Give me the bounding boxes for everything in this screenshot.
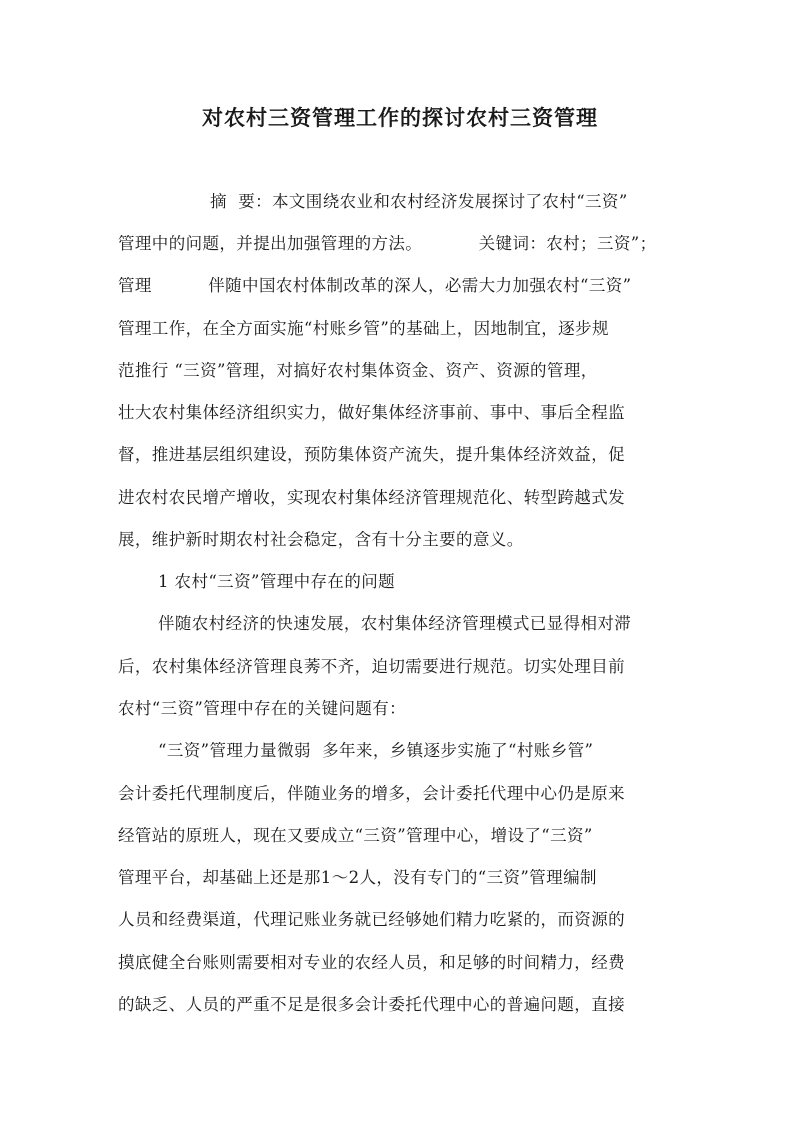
body-line: 会计委托代理制度后，伴随业务的增多，会计委托代理中心仍是原来 <box>118 784 625 803</box>
body-line: 展，维护新时期农村社会稳定，含有十分主要的意义。 <box>118 530 524 549</box>
body-line: 的缺乏、人员的严重不足是很多会计委托代理中心的普遍问题，直接 <box>118 995 625 1014</box>
body-line: 人员和经费渠道，代理记账业务就已经够她们精力吃紧的，而资源的 <box>118 910 625 929</box>
body-line: 经管站的原班人，现在又要成立“三资”管理中心，增设了“三资” <box>118 826 593 845</box>
body-line: 范推行 “三资”管理，对搞好农村集体资金、资产、资源的管理， <box>118 361 598 380</box>
body-line: 壮大农村集体经济组织实力，做好集体经济事前、事中、事后全程监 <box>118 403 625 422</box>
body-line: 摸底健全台账则需要相对专业的农经人员，和足够的时间精力，经费 <box>118 953 625 972</box>
body-line: 农村“三资”管理中存在的关键问题有： <box>118 699 407 718</box>
body-line: 管理中的问题，并提出加强管理的方法。 关键词：农村；三资”； <box>118 234 657 253</box>
body-line: 督，推进基层组织建设，预防集体资产流失，提升集体经济效益，促 <box>118 445 625 464</box>
body-line: 伴随农村经济的快速发展，农村集体经济管理模式已显得相对滞 <box>158 614 632 633</box>
body-line: 后，农村集体经济管理良莠不齐，迫切需要进行规范。切实处理目前 <box>118 657 625 676</box>
body-line: 管理工作，在全方面实施“村账乡管”的基础上，因地制宜，逐步规 <box>118 319 609 338</box>
body-line: 进农村农民增产增收，实现农村集体经济管理规范化、转型跨越式发 <box>118 488 625 507</box>
body-line: 管理 伴随中国农村体制改革的深人，必需大力加强农村“三资” <box>118 276 632 295</box>
body-line: 摘 要：本文围绕农业和农村经济发展探讨了农村“三资” <box>210 192 628 211</box>
document-title: 对农村三资管理工作的探讨农村三资管理 <box>202 105 598 130</box>
section-heading: 1 农村“三资”管理中存在的问题 <box>158 572 396 591</box>
body-line: “三资”管理力量微弱 多年来，乡镇逐步实施了“村账乡管” <box>158 741 594 760</box>
body-line: 管理平台，却基础上还是那1～2人，没有专门的“三资”管理编制 <box>118 868 597 887</box>
